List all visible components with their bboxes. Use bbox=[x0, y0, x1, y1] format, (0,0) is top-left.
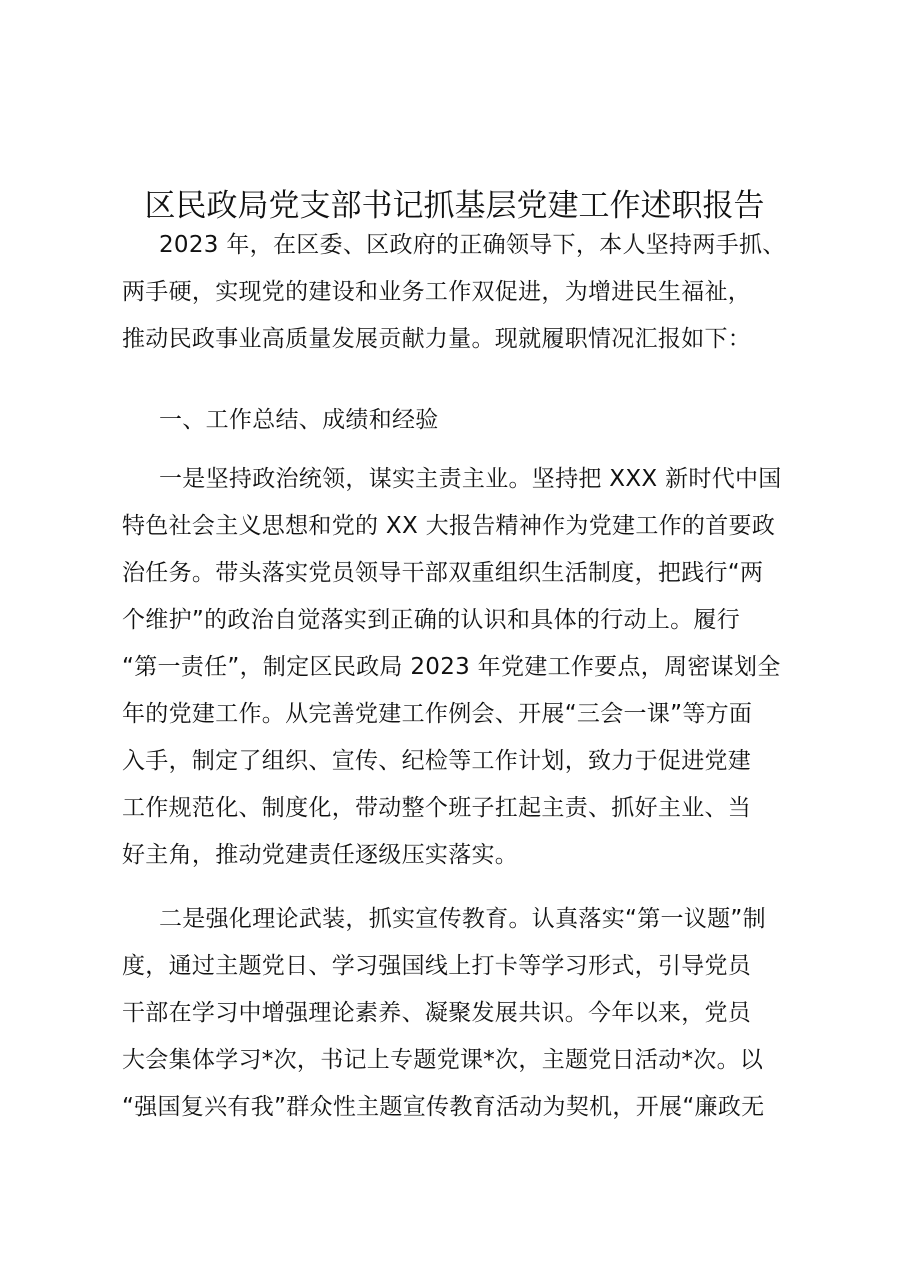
text-line: 2023 年，在区委、区政府的正确领导下，本人坚持两手抓、 bbox=[159, 232, 786, 258]
text-line: 两手硬，实现党的建设和业务工作双促进，为增进民生福祉， bbox=[122, 279, 752, 305]
text-line: “强国复兴有我”群众性主题宣传教育活动为契机，开展“廉政无 bbox=[122, 1094, 765, 1120]
text-line: 推动民政事业高质量发展贡献力量。现就履职情况汇报如下： bbox=[122, 326, 752, 352]
text-line: 一是坚持政治统领，谋实主责主业。坚持把 XXX 新时代中国 bbox=[159, 466, 782, 492]
paragraph-theory-education bbox=[122, 896, 802, 1131]
section-heading bbox=[122, 397, 802, 444]
heading-line: 一、工作总结、成绩和经验 bbox=[159, 407, 439, 433]
text-line: 治任务。带头落实党员领导干部双重组织生活制度，把践行“两 bbox=[122, 560, 764, 586]
text-line: 二是强化理论武装，抓实宣传教育。认真落实“第一议题”制 bbox=[159, 906, 766, 932]
text-line: 入手，制定了组织、宣传、纪检等工作计划，致力于促进党建 bbox=[122, 748, 752, 774]
text-line: 工作规范化、制度化，带动整个班子扛起主责、抓好主业、当 bbox=[122, 795, 752, 821]
paragraph-intro bbox=[122, 222, 802, 363]
text-line: 干部在学习中增强理论素养、凝聚发展共识。今年以来，党员 bbox=[122, 1000, 752, 1026]
text-line: 大会集体学习*次，书记上专题党课*次，主题党日活动*次。以 bbox=[122, 1047, 764, 1073]
text-line: 特色社会主义思想和党的 XX 大报告精神作为党建工作的首要政 bbox=[122, 513, 776, 539]
text-line: 年的党建工作。从完善党建工作例会、开展“三会一课”等方面 bbox=[122, 701, 753, 727]
paragraph-political-leadership bbox=[122, 456, 802, 879]
document-title: 区民政局党支部书记抓基层党建工作述职报告 bbox=[144, 187, 765, 224]
text-line: “第一责任”，制定区民政局 2023 年党建工作要点，周密谋划全 bbox=[122, 654, 781, 680]
text-line: 个维护”的政治自觉落实到正确的认识和具体的行动上。履行 bbox=[122, 607, 741, 633]
text-line: 度，通过主题党日、学习强国线上打卡等学习形式，引导党员 bbox=[122, 953, 752, 979]
text-line: 好主角，推动党建责任逐级压实落实。 bbox=[122, 842, 519, 868]
